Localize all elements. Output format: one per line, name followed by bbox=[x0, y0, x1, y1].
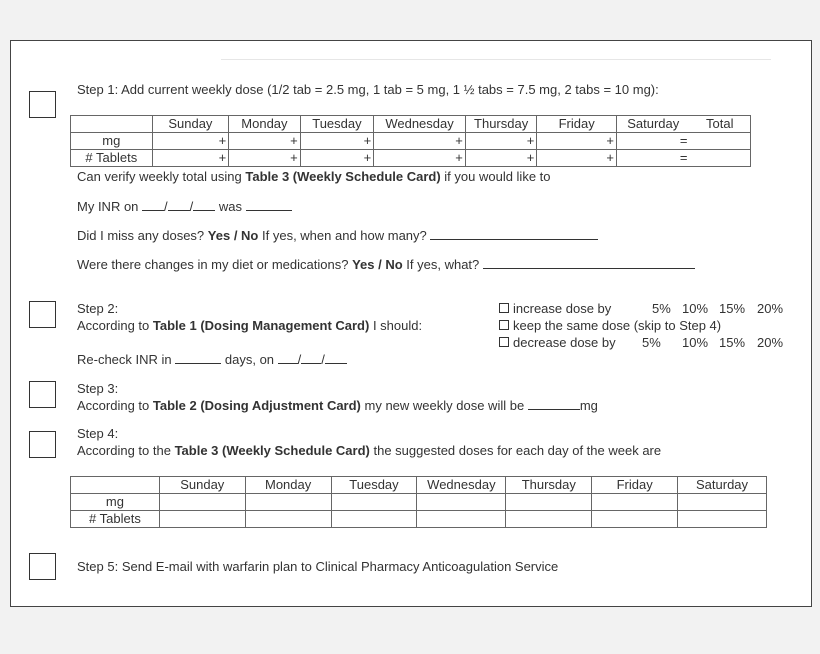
missed-doses-line bbox=[77, 228, 598, 243]
step3-text bbox=[77, 398, 598, 413]
step1-tablets-friday[interactable]: + bbox=[537, 150, 617, 167]
increase-pct-5[interactable]: 5% bbox=[652, 301, 671, 316]
step4-tablets-thursday[interactable] bbox=[506, 511, 592, 528]
step4-mg-wednesday[interactable] bbox=[417, 494, 506, 511]
inr-month-field[interactable] bbox=[142, 199, 164, 211]
changes-yes-no[interactable]: Yes / No bbox=[352, 257, 403, 272]
step3-checkbox[interactable] bbox=[29, 381, 56, 408]
step1-header-sunday: Sunday bbox=[152, 116, 229, 133]
step1-dose-table bbox=[70, 115, 751, 167]
increase-checkbox-icon[interactable] bbox=[499, 303, 509, 313]
step5-checkbox[interactable] bbox=[29, 553, 56, 580]
step4-tablets-sunday[interactable] bbox=[159, 511, 245, 528]
step5-line bbox=[77, 559, 558, 574]
recheck-day-field[interactable] bbox=[301, 352, 321, 364]
changes-line bbox=[77, 257, 695, 272]
keep-checkbox-icon[interactable] bbox=[499, 320, 509, 330]
changes-details-field[interactable] bbox=[483, 257, 695, 269]
increase-pct-10[interactable]: 10% bbox=[682, 301, 709, 316]
recheck-sep2: / bbox=[321, 352, 325, 367]
step1-header-thursday: Thursday bbox=[465, 116, 537, 133]
recheck-on: days, on bbox=[224, 352, 275, 367]
miss-details-field[interactable] bbox=[430, 228, 598, 240]
step1-mg-saturday[interactable]: = bbox=[616, 133, 689, 150]
step4-header-thursday: Thursday bbox=[506, 477, 592, 494]
step4-tablets-saturday[interactable] bbox=[678, 511, 767, 528]
step3-table-ref: Table 2 (Dosing Adjustment Card) bbox=[152, 398, 361, 413]
step1-tablets-monday[interactable]: + bbox=[229, 150, 301, 167]
keep-label: keep the same dose (skip to Step 4) bbox=[513, 318, 722, 333]
step1-row-tablets-label: # Tablets bbox=[71, 150, 153, 167]
step4-label: Step 4: bbox=[77, 426, 119, 441]
step4-mg-thursday[interactable] bbox=[506, 494, 592, 511]
step4-row-mg-label: mg bbox=[71, 494, 160, 511]
step1-mg-monday[interactable]: + bbox=[229, 133, 301, 150]
recheck-days-field[interactable] bbox=[175, 352, 221, 364]
step1-mg-friday[interactable]: + bbox=[537, 133, 617, 150]
option-keep[interactable] bbox=[499, 318, 721, 333]
step1-label: Step 1: bbox=[77, 82, 119, 97]
step1-text: Add current weekly dose (1/2 tab = 2.5 mg, 1 tab = 5 mg, 1 ½ tabs = 7.5 mg, 2 tabs = 10 mg): bbox=[121, 82, 659, 97]
step4-mg-saturday[interactable] bbox=[678, 494, 767, 511]
step4-table-ref: Table 3 (Weekly Schedule Card) bbox=[174, 443, 370, 458]
inr-sep1: / bbox=[164, 199, 168, 214]
step2-according-post: I should: bbox=[369, 318, 423, 333]
verify-post: if you would like to bbox=[440, 169, 551, 184]
faint-rule bbox=[221, 59, 771, 60]
step2-table-ref: Table 1 (Dosing Management Card) bbox=[152, 318, 370, 333]
step1-header-wednesday: Wednesday bbox=[374, 116, 466, 133]
step4-header-tuesday: Tuesday bbox=[331, 477, 417, 494]
step1-header-tuesday: Tuesday bbox=[300, 116, 374, 133]
recheck-month-field[interactable] bbox=[278, 352, 298, 364]
step1-tablets-sunday[interactable]: + bbox=[152, 150, 229, 167]
decrease-pct-20[interactable]: 20% bbox=[757, 335, 784, 350]
increase-label: increase dose by bbox=[513, 301, 612, 316]
decrease-pct-5[interactable]: 5% bbox=[642, 335, 661, 350]
step1-mg-wednesday[interactable]: + bbox=[374, 133, 466, 150]
step3-unit: mg bbox=[579, 398, 598, 413]
step2-checkbox[interactable] bbox=[29, 301, 56, 328]
changes-followup: If yes, what? bbox=[406, 257, 480, 272]
step4-header-saturday: Saturday bbox=[678, 477, 767, 494]
step5-text: Send E-mail with warfarin plan to Clinical Pharmacy Anticoagulation Service bbox=[121, 559, 559, 574]
step1-verify-line bbox=[77, 169, 551, 184]
new-weekly-dose-field[interactable] bbox=[528, 398, 580, 410]
verify-pre: Can verify weekly total using bbox=[77, 169, 246, 184]
miss-yes-no[interactable]: Yes / No bbox=[207, 228, 259, 243]
step4-text-post: the suggested doses for each day of the week are bbox=[369, 443, 662, 458]
step1-mg-tuesday[interactable]: + bbox=[300, 133, 374, 150]
decrease-pct-10[interactable]: 10% bbox=[682, 335, 709, 350]
step4-header-wednesday: Wednesday bbox=[417, 477, 506, 494]
inr-value-field[interactable] bbox=[246, 199, 292, 211]
step4-mg-sunday[interactable] bbox=[159, 494, 245, 511]
form-sheet bbox=[10, 40, 812, 607]
inr-was: was bbox=[218, 199, 243, 214]
decrease-label: decrease dose by bbox=[513, 335, 616, 350]
step4-table-corner bbox=[71, 477, 160, 494]
step4-text bbox=[77, 443, 661, 458]
step5-label: Step 5: bbox=[77, 559, 119, 574]
step1-header-friday: Friday bbox=[537, 116, 617, 133]
increase-pct-15[interactable]: 15% bbox=[719, 301, 746, 316]
option-increase[interactable] bbox=[499, 301, 611, 316]
option-decrease[interactable] bbox=[499, 335, 616, 350]
step4-header-monday: Monday bbox=[245, 477, 331, 494]
step4-tablets-tuesday[interactable] bbox=[331, 511, 417, 528]
step1-header-total: Total bbox=[690, 116, 751, 133]
inr-line bbox=[77, 199, 292, 214]
recheck-label: Re-check INR in bbox=[77, 352, 172, 367]
recheck-sep1: / bbox=[297, 352, 302, 367]
step1-checkbox[interactable] bbox=[29, 91, 56, 118]
decrease-checkbox-icon[interactable] bbox=[499, 337, 509, 347]
recheck-line bbox=[77, 352, 347, 367]
step1-table-corner bbox=[71, 116, 153, 133]
step4-mg-monday[interactable] bbox=[245, 494, 331, 511]
step1-tablets-thursday[interactable]: + bbox=[465, 150, 537, 167]
step1-mg-sunday[interactable]: + bbox=[152, 133, 229, 150]
step1-tablets-total[interactable] bbox=[690, 150, 751, 167]
inr-year-field[interactable] bbox=[193, 199, 215, 211]
decrease-pct-15[interactable]: 15% bbox=[719, 335, 746, 350]
verify-table-ref: Table 3 (Weekly Schedule Card) bbox=[245, 169, 441, 184]
step3-text-pre: According to bbox=[77, 398, 153, 413]
step4-text-pre: According to the bbox=[77, 443, 175, 458]
increase-pct-20[interactable]: 20% bbox=[757, 301, 784, 316]
inr-day-field[interactable] bbox=[168, 199, 190, 211]
step1-header-monday: Monday bbox=[229, 116, 301, 133]
step3-label: Step 3: bbox=[77, 381, 119, 396]
step2-according bbox=[77, 318, 422, 333]
step3-text-post: my new weekly dose will be bbox=[360, 398, 525, 413]
inr-sep2: / bbox=[189, 199, 194, 214]
step4-mg-tuesday[interactable] bbox=[331, 494, 417, 511]
step1-row-mg-label: mg bbox=[71, 133, 153, 150]
step2-label: Step 2: bbox=[77, 301, 119, 316]
step4-schedule-table bbox=[70, 476, 767, 528]
step4-header-friday: Friday bbox=[592, 477, 678, 494]
step4-header-sunday: Sunday bbox=[159, 477, 245, 494]
step4-mg-friday[interactable] bbox=[592, 494, 678, 511]
step1-mg-total[interactable] bbox=[690, 133, 751, 150]
step1-mg-thursday[interactable]: + bbox=[465, 133, 537, 150]
inr-label: My INR on bbox=[77, 199, 139, 214]
step4-tablets-wednesday[interactable] bbox=[417, 511, 506, 528]
step4-tablets-monday[interactable] bbox=[245, 511, 331, 528]
changes-question: Were there changes in my diet or medications? bbox=[77, 257, 349, 272]
miss-question: Did I miss any doses? bbox=[77, 228, 205, 243]
step1-tablets-tuesday[interactable]: + bbox=[300, 150, 374, 167]
step4-row-tablets-label: # Tablets bbox=[71, 511, 160, 528]
recheck-year-field[interactable] bbox=[325, 352, 347, 364]
step1-tablets-wednesday[interactable]: + bbox=[374, 150, 466, 167]
step2-according-pre: According to bbox=[77, 318, 153, 333]
step1-tablets-saturday[interactable]: = bbox=[616, 150, 689, 167]
step4-tablets-friday[interactable] bbox=[592, 511, 678, 528]
step4-checkbox[interactable] bbox=[29, 431, 56, 458]
miss-followup: If yes, when and how many? bbox=[262, 228, 427, 243]
step1-instruction bbox=[77, 82, 659, 97]
step1-header-saturday: Saturday bbox=[616, 116, 689, 133]
